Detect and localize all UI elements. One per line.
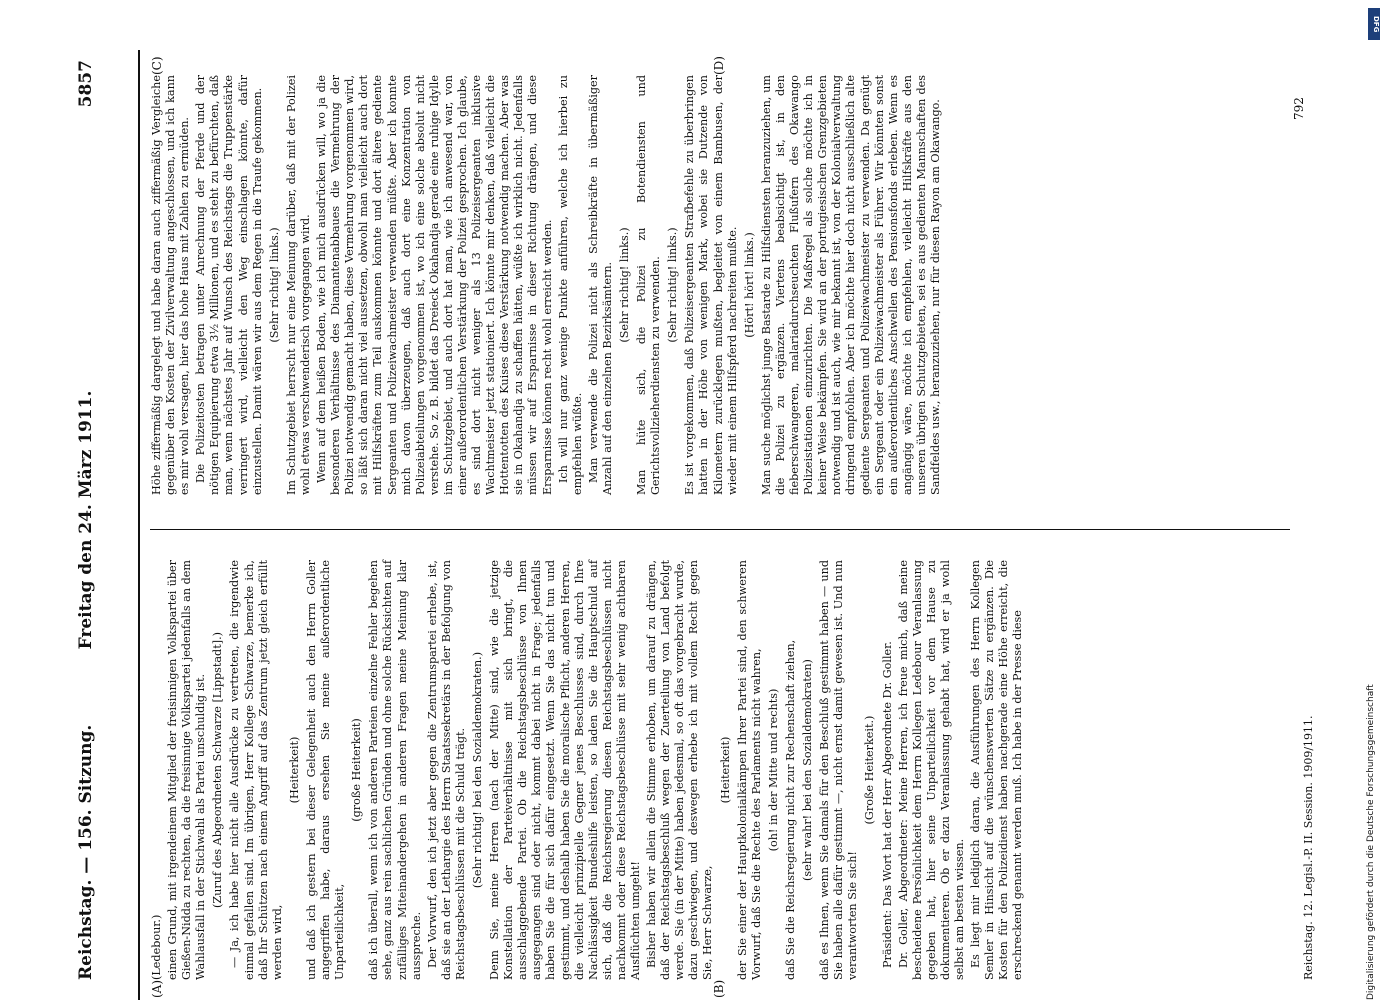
paragraph: der Sie einer der Hauptkolonialkämpen Ihrer Partei sind, den schweren Vorwurf, daß Sie die Rechte des Parlaments nicht wahren, bbox=[735, 560, 763, 980]
paragraph: Bisher haben wir allein die Stimme erhoben, um darauf zu drängen, daß der Reichstagsbeschluß wegen der Zuerteilung von Land befolgt werde. Sie (in der Mitte) haben jedesmal, so oft das vorgebracht wurde, dazu geschwiegen, und deswegen erhebe ich mit vollem Recht gegen Sie, Herr Schwarze, bbox=[645, 560, 715, 980]
digitization-credit: Digitalisierung gefördert durch die Deutsche Forschungsgemeinschaft bbox=[1366, 684, 1376, 1000]
paragraph: daß Sie die Reichsregierung nicht zur Rechenschaft ziehen, bbox=[783, 639, 797, 980]
paragraph: Ich will nur ganz wenige Punkte anführen, welche ich hierbei zu empfehlen wüßte. bbox=[556, 75, 584, 495]
sheet-number: 792 bbox=[1292, 97, 1306, 120]
header-rule bbox=[138, 50, 140, 1000]
dfg-logo: DFG bbox=[1368, 8, 1380, 40]
paragraph: Man verwende die Polizei nicht als Schreibkräfte in übermäßiger Anzahl auf den einzelnen Bezirksämtern. bbox=[586, 75, 614, 495]
paragraph: (Sehr richtig! bei den Sozialdemokraten.) bbox=[470, 651, 484, 889]
paragraph: und daß ich gestern bei dieser Gelegenheit auch den Herrn Goller angegriffen habe, daraus ersehen Sie meine außerordentliche Unparteilichkeit, bbox=[304, 560, 347, 980]
paragraph: (sehr wahr! bei den Sozialdemokraten) bbox=[801, 659, 815, 881]
rotated-page bbox=[62, 50, 1362, 1000]
paragraph: (Sehr richtig! links.) bbox=[666, 227, 680, 343]
paragraph: (oh! in der Mitte und rechts) bbox=[766, 688, 780, 852]
paragraph: einen Grund, mit irgendeinem Mitglied der freisinnigen Volkspartei über Gießen-Nidda zu rechten, da die freisinnige Volkspartei jedenfalls an dem Wahlausfall in der Stichwahl als Partei unschuldig ist. bbox=[166, 560, 208, 980]
paragraph: daß es Ihnen, wenn Sie damals für den Beschluß gestimmt haben — und Sie haben alle dafür gestimmt —, nicht ernst damit gewesen ist. Und nun verantworten Sie sich! bbox=[818, 560, 860, 980]
credit-strip bbox=[1346, 0, 1383, 1000]
paragraph: (Heiterkeit) bbox=[718, 736, 732, 804]
paragraph: Dr. Goller, Abgeordneter: Meine Herren, ich freue mich, daß meine bescheidene Persönlichkeit dem Herrn Kollegen Ledebour Veranlassung gegeben hat, hier seine Unparteilichkeit vor dem Hause zu dokumentieren. Ob er dazu Veranlassung gehabt hat, wird er ja wohl selbst am besten wissen. bbox=[896, 560, 966, 980]
column-left bbox=[150, 560, 1290, 980]
paragraph: (Hört! hört! links.) bbox=[742, 232, 756, 338]
paragraph: Man suche möglichst junge Bastarde zu Hilfsdiensten heranzuziehen, um die Polizei zu ergänzen. Viertens beabsichtigt ist, in den fieberschwangeren, malariadurchseuchten Flußufern des Okawango Polizeistationen einzurichten. Die Maßregel als solche möchte ich in keiner Weise bekämpfen. Sie wird an der portugiesischen Grenzgebieten notwendig und ist auch, wie mir bekannt ist, von der Kolonialverwaltung dringend empfohlen. Aber ich möchte hier doch nicht ausschließlich alte gediente Sergeanten und Polizeiwachmeister zu verwenden. Da genügt ein Sergeant oder ein Polizeiwachmeister als Führer. Wir könnten sonst ein außerordentliches Anschwellen des Pensionsfonds erleben. Wenn es angängig wäre, möchte ich empfehlen, vielleicht Hilfskräfte aus den unseren übrigen Schutzgebieten, sei es aus gedienten Mannschaften des Sandfeldes usw., heranzuziehen, nur für diesen Rayon am Okawango. bbox=[759, 75, 942, 495]
margin-marker-d: (D) bbox=[712, 56, 726, 75]
paragraph: (Heiterkeit) bbox=[287, 736, 301, 804]
paragraph: Präsident: Das Wort hat der Herr Abgeordnete Dr. Goller. bbox=[880, 641, 894, 968]
header-date: Freitag den 24. März 1911. bbox=[76, 390, 96, 650]
paragraph: Die Polizeitosten betragen unter Anrechnung der Pferde und der nötigen Equipierung etwa 3½ Millionen, und es steht zu befürchten, daß man, wenn nächstes Jahr auf Wunsch des Reichstags die Truppenstärke verringert wird, vielleicht den Weg einschlagen könnte, dafür einzustellen. Damit wären wir aus dem Regen in die Traufe gekommen. bbox=[194, 75, 264, 495]
header-left: Reichstag. — 156. Sitzung. bbox=[76, 724, 96, 980]
paragraph: Höhe ziffermäßig dargelegt und habe daran auch ziffermäßig Vergleiche gegenüber den Kosten der Zivilverwaltung angeschlossen, und ich kann es mir wohl versagen, hier das hohe Haus mit Zahlen zu ermüden. bbox=[150, 75, 192, 495]
paragraph: (Sehr richtig! links.) bbox=[618, 227, 631, 343]
paragraph: Wenn auf dem heißen Boden, wie ich mich ausdrücken will, wo ja die besonderen Verhältnisse des Diamantenabbaues die Vermehrung der Polizei notwendig gemacht haben, diese Vermehrung vorgenommen wird, so läßt sich daran nicht viel aussetzen, obwohl man vielleicht auch dort mit Hilfskräften zum Teil auskommen könnte und dort ältere gediente Sergeanten und Polizeiwachmeister verwenden müßte. Aber ich konnte mich davon überzeugen, daß auch dort eine Konzentration von Polizeiabteilungen vorgenommen ist, wo ich eine solche absolut nicht verstehe. So z. B. bildet das Dreieck Okahandja gerade eine ruhige Idylle im Schutzgebiet, und auch dort hat man, wie ich anwesend war, von einer außerordentlichen Verstärkung der Polizei gesprochen. Ich glaube, es sind dort nicht weniger als 13 Polizeisergeanten inklusive Wachtmeister jetzt stationiert. Ich könnte mir denken, daß vielleicht die Hottentotten des Kuises diese Verstärkung notwendig machen. Aber was sie in Okahandja zu schaffen hätten, wüßte ich wirklich nicht. Jedenfalls müssen wir auf Ersparnisse in dieser Richtung drängen, und diese Ersparnisse können recht wohl erreicht werden. bbox=[315, 75, 554, 495]
paragraph: Denn Sie, meine Herren (nach der Mitte) sind, wie die jetzige Konstellation der Parteiverhältnisse mit sich bringt, die ausschlaggebende Partei. Ob die Reichstagsbeschlüsse von Ihnen ausgegangen sind oder nicht, kommt dabei nicht in Frage; jedenfalls haben Sie die für sich dafür eingesetzt. Wenn Sie das nicht tun und gestimmt, und deshalb haben Sie die moralische Pflicht, anderen Herren, die vielleicht prinzipielle Gegner jenes Beschlusses sind, durch Ihre Nachlässigkeit Bundeshilfe leisten, so laden Sie die Hauptschuld auf sich, daß die Reichsregierung diesen Reichstagsbeschlüssen nicht nachkommt oder diese Reichstagsbeschlüsse mit sehr wenig achtbaren Ausflüchten umgeht! bbox=[488, 560, 642, 980]
paragraph: Man hüte sich, die Polizei zu Botendiensten und Gerichtsvollzieherdiensten zu verwenden. bbox=[635, 75, 663, 495]
paragraph: (Sehr richtig! links.) bbox=[267, 227, 281, 343]
column-right bbox=[150, 75, 1290, 495]
paragraph: — Ja, ich habe hier nicht alle Ausdrücke zu vertreten, die irgendwie einmal gefallen sind. Im übrigen, Herr Kollege Schwarze, bemerke ich, daß Ihr Schützen nach einem Angriff auf das Zentrum jetzt gleich erfüllt werden wird, bbox=[228, 560, 284, 980]
footer-citation: Reichstag. 12. Legisl.-P. II. Session. 1909/1911. bbox=[1302, 715, 1315, 980]
paragraph: (große Heiterkeit) bbox=[350, 718, 364, 822]
margin-marker-a: (A) bbox=[150, 979, 164, 998]
running-header bbox=[76, 50, 108, 1000]
paragraph: (Zuruf des Abgeordneten Schwarze [Lippstadt].) bbox=[211, 632, 225, 908]
paragraph: Im Schutzgebiet herrscht nur eine Meinung darüber, daß mit der Polizei wohl etwas verschwenderisch vorgegangen wird. bbox=[284, 75, 312, 495]
paragraph: (Große Heiterkeit.) bbox=[863, 715, 877, 825]
page-number: 5857 bbox=[76, 60, 96, 108]
column-divider bbox=[150, 529, 1290, 530]
paragraph: daß ich überall, wenn ich von anderen Parteien einzelne Fehler begehen sehe, ganz aus rein sachlichen Gründen und ohne solche Rücksichten auf zufälliges Miteinandergehen in anderen Fragen meine Meinung klar ausspreche. bbox=[367, 560, 423, 980]
margin-marker-b: (B) bbox=[712, 979, 726, 998]
paragraph: Es ist vorgekommen, daß Polizeisergeanten Strafbefehle zu überbringen hatten in der Höhe von wenigen Mark, wobei sie Dutzende von Kilometern zurücklegen mußten, begleitet von einem Bambusen, der wieder mit einem Hilfspferd nachreiten mußte. bbox=[683, 75, 739, 495]
paragraph: (Ledebour.) bbox=[150, 914, 163, 980]
paragraph: Es liegt mir lediglich daran, die Ausführungen des Herrn Kollegen Semler in Hinsicht auf die wünschenswerten Sätze zu ergänzen. Die Kosten für den Polizeidienst haben nachgerade eine Höhe erreicht, die erschreckend genannt werden muß. Ich habe in der Presse diese bbox=[969, 560, 1025, 980]
paragraph: Der Vorwurf, den ich jetzt aber gegen die Zentrumspartei erhebe, ist, daß sie an der Lethargie des Herrn Staatssekretärs in der Befolgung von Reichstagsbeschlüssen mit die Schuld trägt. bbox=[425, 560, 467, 980]
margin-marker-c: (C) bbox=[150, 56, 164, 75]
